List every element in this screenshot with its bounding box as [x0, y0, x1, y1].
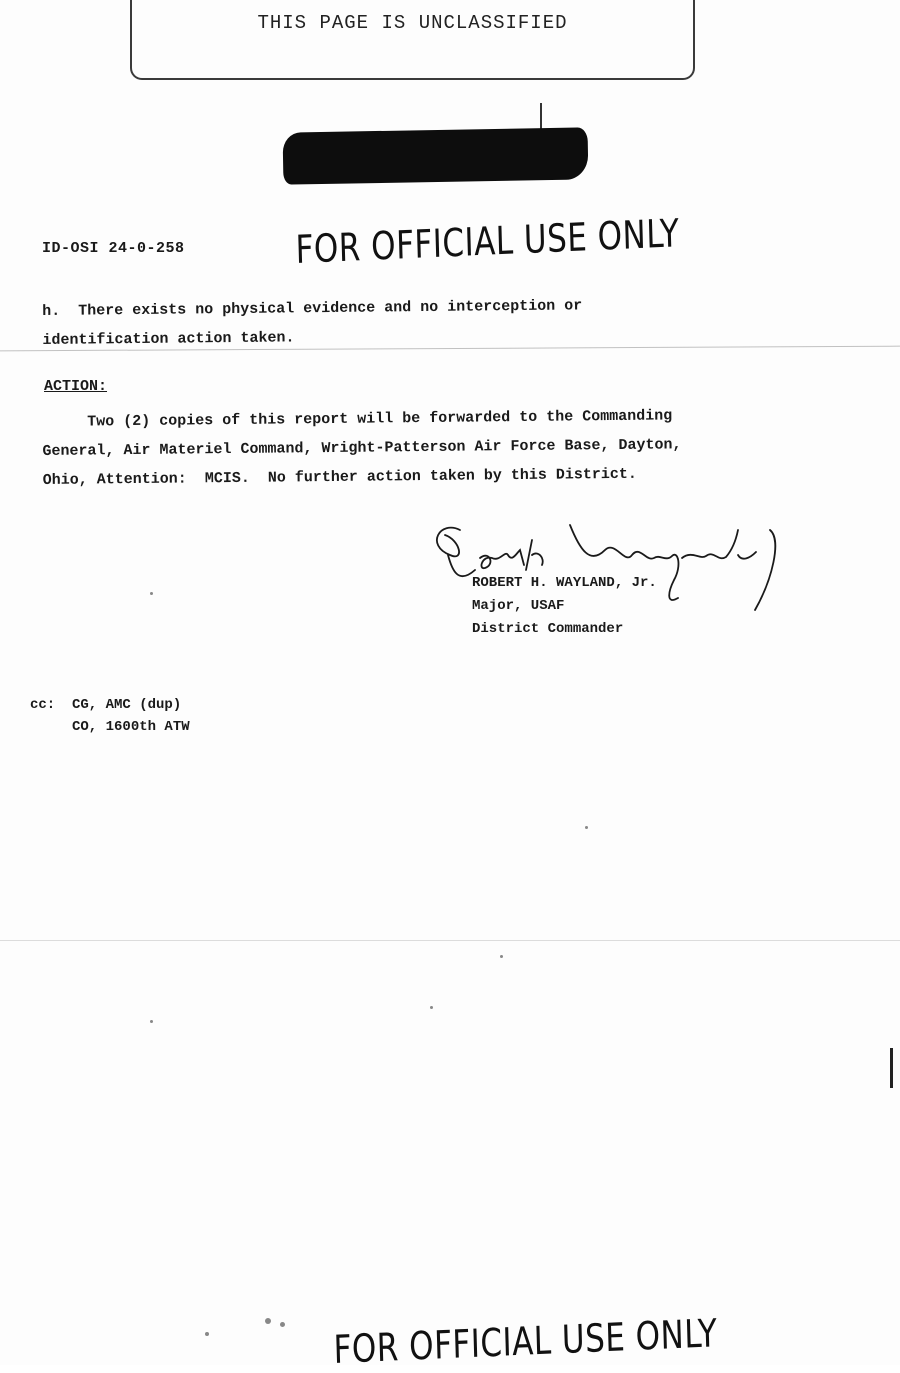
- paragraph-h: h. There exists no physical evidence and no interception or identification action taken.: [42, 297, 583, 349]
- classification-banner: THIS PAGE IS UNCLASSIFIED: [257, 12, 568, 34]
- cc-distribution: cc: CG, AMC (dup) CO, 1600th ATW: [30, 697, 190, 735]
- scan-speck: [205, 1332, 209, 1336]
- scan-speck: [430, 1006, 433, 1009]
- signer-rank: Major, USAF: [472, 598, 565, 614]
- edge-mark: [890, 1048, 893, 1088]
- scan-speck: [280, 1322, 285, 1327]
- classification-box: [130, 0, 695, 80]
- file-number: ID-OSI 24-0-258: [42, 240, 185, 257]
- action-paragraph: Two (2) copies of this report will be forwarded to the Commanding General, Air Materiel Command, Wright-Patterson Air Force Base, Dayton, Ohio, Attention: MCIS. No further action taken by this District.: [42, 407, 682, 489]
- scan-speck: [500, 955, 503, 958]
- scan-speck: [150, 1020, 153, 1023]
- signature-block: [472, 572, 657, 641]
- scan-speck: [150, 592, 153, 595]
- scan-line: [0, 940, 900, 941]
- fouo-stamp-top: FOR OFFICIAL USE ONLY: [295, 211, 680, 273]
- redaction-bar: [283, 127, 589, 184]
- scan-speck: [265, 1318, 271, 1324]
- scan-speck: [585, 826, 588, 829]
- fouo-stamp-bottom: FOR OFFICIAL USE ONLY: [333, 1311, 718, 1373]
- signer-name: ROBERT H. WAYLAND, Jr.: [472, 575, 657, 591]
- signer-title: District Commander: [472, 621, 624, 637]
- action-heading: ACTION:: [44, 378, 108, 395]
